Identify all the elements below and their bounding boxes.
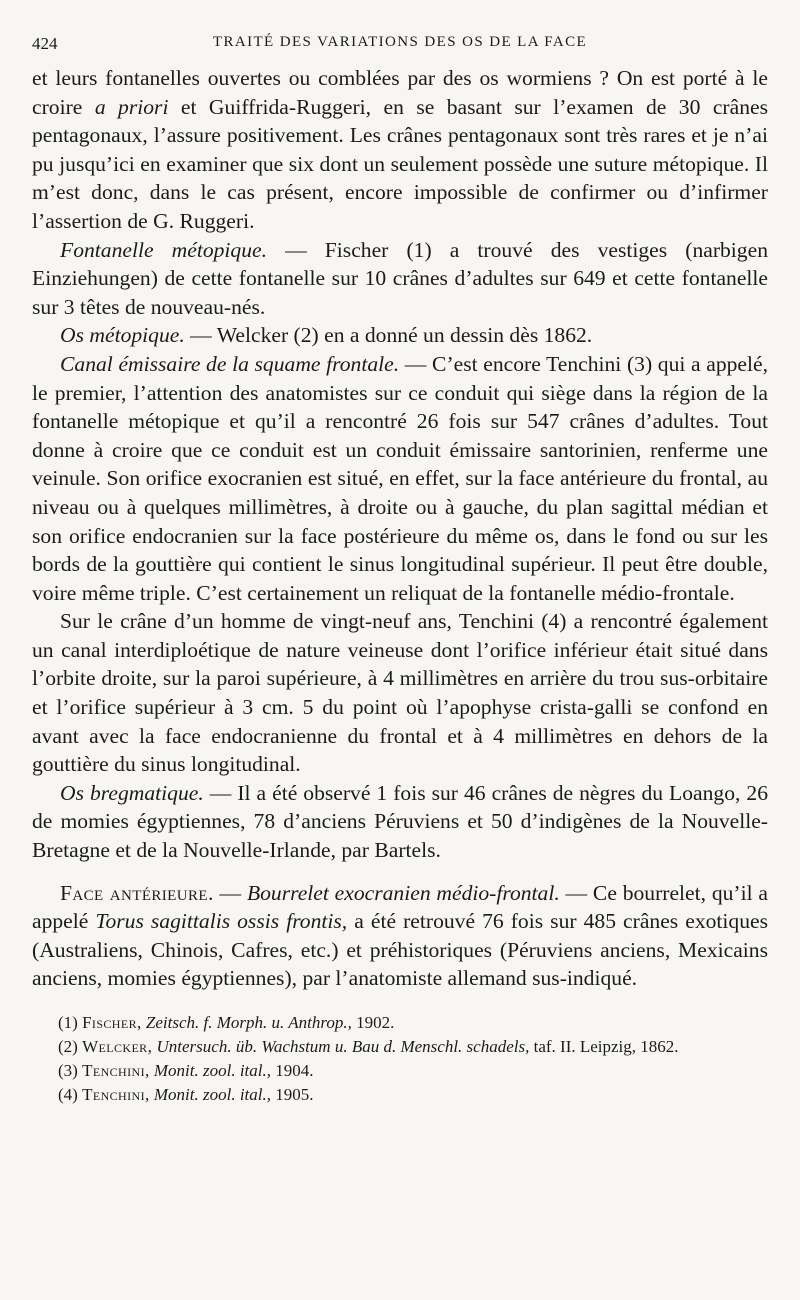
section-title: Bourrelet exocranien médio-frontal.: [246, 880, 560, 905]
footnote: (4) Tenchini, Monit. zool. ital., 1905.: [58, 1085, 314, 1104]
paragraph-os-metopique: Os métopique. — Welcker (2) en a donné un dessin dès 1862.: [60, 323, 593, 348]
paragraph-tenchini-case: Sur le crâne d’un homme de vingt-neuf ans, Tenchini (4) a rencontré également un canal interdiploétique de nature veineuse dont l’orifice inférieur était situé dans l’orbite droite, sur la paroi supérieure, à 4 millimètres en arrière du trou sus-orbitaire et l’orifice supérieur à 3 cm. 5 du point où l’apophyse crista-galli se confond en avant avec la face endocranienne du frontal et à 4 millimètres en dehors de la gouttière du sinus longitudinal.: [32, 609, 768, 777]
footnote: (1) Fischer, Zeitsch. f. Morph. u. Anthrop., 1902.: [58, 1013, 395, 1032]
section-title: Canal émissaire de la squame frontale.: [60, 351, 400, 376]
page-number: 424: [32, 34, 58, 53]
paragraph-os-bregmatique: Os bregmatique. — Il a été observé 1 fois sur 46 crânes de nègres du Loango, 26 de momies égyptiennes, 78 d’anciens Péruviens et 50 d’indigènes de la Nouvelle-Bretagne et de la Nouvelle-Irlande, par Bartels.: [32, 780, 768, 863]
paragraph-canal-emissaire: Canal émissaire de la squame frontale. — C’est encore Tenchini (3) qui a appelé, le premier, l’attention des anatomistes sur ce conduit qui siège dans la région de la fontanelle métopique et qu’il a rencontré 26 fois sur 547 crânes d’adultes. Tout donne à croire que ce conduit est un conduit émissaire santorinien, renferme une veinule. Son orifice exocranien est situé, en effet, sur la face antérieure du frontal, au niveau ou à quelques millimètres, à droite ou à gauche, du plan sagittal médian et son orifice endocranien sur la face postérieure du même os, dans le fond ou sur les bords de la gouttière qui contient le sinus longitudinal supérieur. Il peut être double, voire même triple. C’est certainement un reliquat de la fontanelle médio-frontale.: [32, 351, 768, 605]
footnote: (3) Tenchini, Monit. zool. ital., 1904.: [58, 1061, 314, 1080]
running-title: TRAITÉ DES VARIATIONS DES OS DE LA FACE: [212, 34, 588, 50]
body-text: [32, 64, 768, 993]
paragraph-fontanelle-metopique: Fontanelle métopique. — Fischer (1) a trouvé des vestiges (narbigen Einziehungen) de cette fontanelle sur 10 crânes d’adultes sur 649 et cette fontanelle sur 3 têtes de nouveau-nés.: [32, 237, 768, 319]
page-header: [32, 30, 768, 52]
footnote: (2) Welcker, Untersuch. üb. Wachstum u. Bau d. Menschl. schadels, taf. II. Leipzig, 1862.: [58, 1037, 679, 1056]
section-title: Os métopique.: [60, 323, 185, 348]
footnotes: [32, 1011, 768, 1107]
section-title: Fontanelle métopique.: [60, 237, 267, 262]
paragraph-face-anterieure: Face antérieure. — Bourrelet exocranien médio-frontal. — Ce bourrelet, qu’il a appelé Torus sagittalis ossis frontis, a été retrouvé 76 fois sur 485 crânes exotiques (Australiens, Chinois, Cafres, etc.) et préhistoriques (Péruviens anciens, Mexicains anciens, momies égyptiennes), par l’anatomiste allemand sus-indiqué.: [32, 880, 769, 991]
paragraph-continuation: et leurs fontanelles ouvertes ou comblées par des os wormiens ? On est porté à le croire a priori et Guiffrida-Ruggeri, en se basant sur l’examen de 30 crânes pentagonaux, l’assure positivement. Les crânes pentagonaux sont très rares et je n’ai pu jusqu’ici en examiner que six dont un seulement possède une suture métopique. Il m’est donc, dans le cas présent, encore impossible de confirmer ou d’infirmer l’assertion de G. Ruggeri.: [32, 66, 768, 233]
section-title: Os bregmatique.: [60, 780, 204, 805]
section-heading: Face antérieure.: [60, 880, 214, 905]
